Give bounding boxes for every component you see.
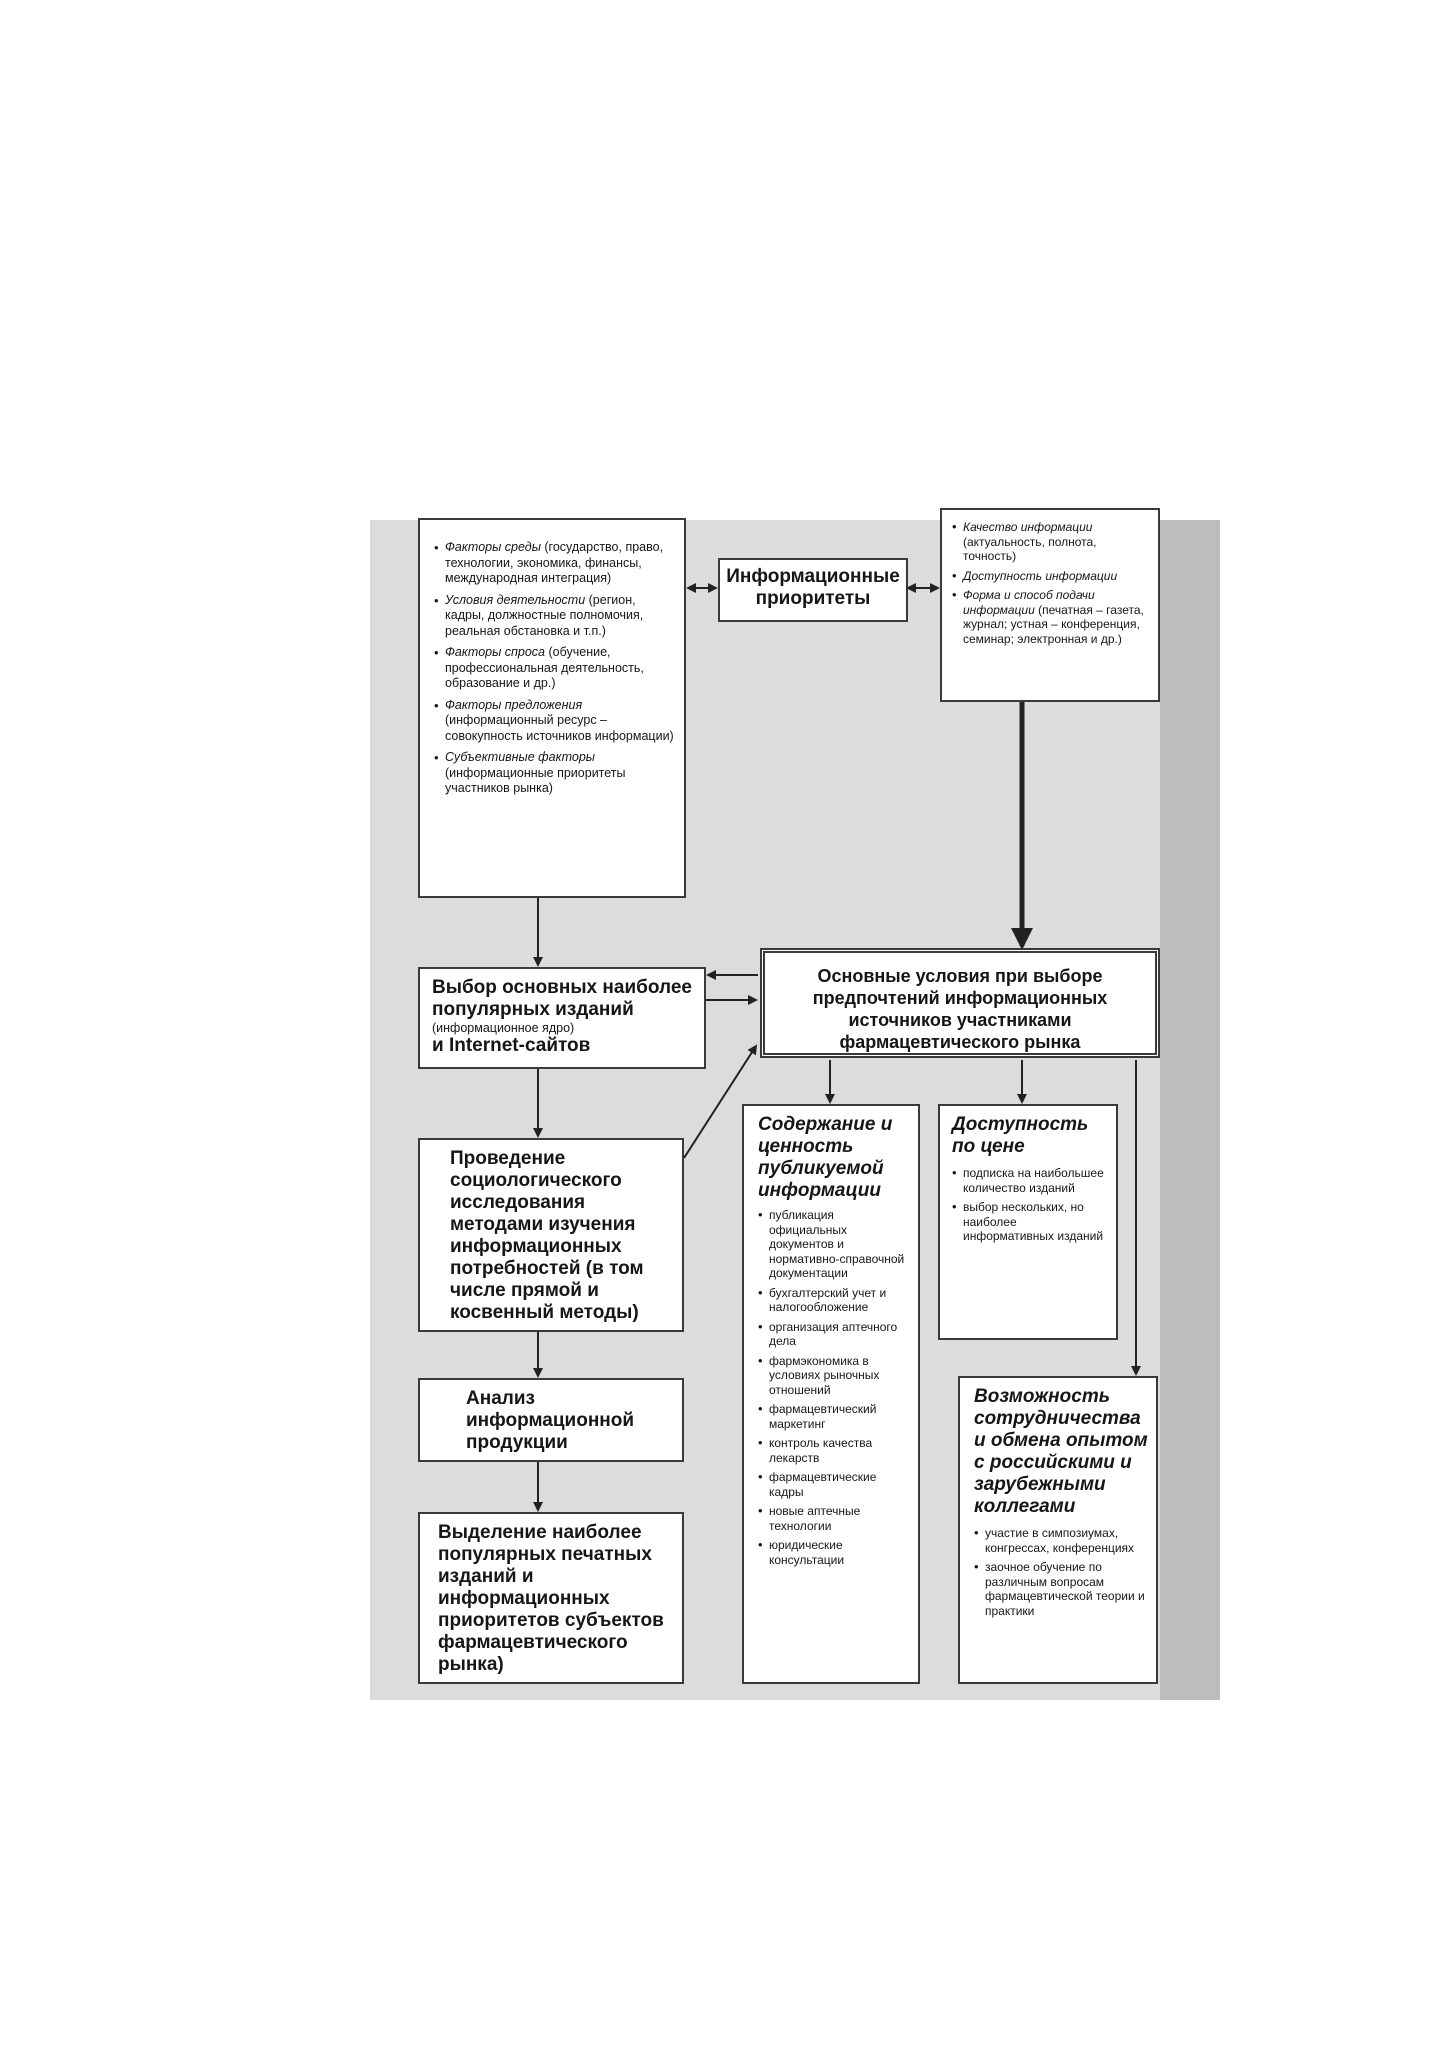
selection-title-line2: и Internet-сайтов (432, 1035, 591, 1056)
item-label: Условия деятельности (445, 592, 586, 607)
item-label: Качество информации (963, 520, 1093, 534)
list-item: • публикация официальных документов и нормативно-справочной документации (758, 1208, 912, 1281)
list-item: • фармацевтические кадры (758, 1470, 912, 1499)
cooperation-title: Возможность сотрудничества и обмена опытом с российскими и зарубежными коллегами (974, 1386, 1148, 1517)
main-conditions-title: Основные условия при выборе предпочтений информационных источников участниками фармацевтического рынка (812, 966, 1108, 1052)
item-label: Форма и способ подачи информации (963, 588, 1095, 617)
sociological-research-title: Проведение социологического исследования методами изучения информационных потребностей (в том числе прямой и косвенный методы) (450, 1148, 644, 1323)
list-item: • юридические консультации (758, 1538, 912, 1567)
item-detail: (государство, право, технологии, экономика, финансы, международная интеграция) (445, 540, 664, 585)
list-item: • подписка на наибольшее количество изданий (952, 1166, 1110, 1195)
item-label: Доступность информации (963, 568, 1118, 583)
list-item: • фармэкономика в условиях рыночных отношений (758, 1354, 912, 1398)
list-item: • фармацевтический маркетинг (758, 1402, 912, 1431)
item-label: Факторы предложения (445, 697, 583, 712)
item-detail: (информационные приоритеты участников рынка) (445, 765, 626, 795)
list-item: • выбор нескольких, но наиболее информативных изданий (952, 1200, 1110, 1244)
content-value-title: Содержание и ценность публикуемой информации (758, 1114, 893, 1201)
item-detail: (информационный ресурс – совокупность источников информации) (445, 713, 674, 743)
information-priorities-title: Информационные приоритеты (726, 566, 900, 609)
item-label: Факторы среды (445, 540, 541, 554)
list-item: • организация аптечного дела (758, 1320, 912, 1349)
list-item: • контроль качества лекарств (758, 1436, 912, 1465)
selection-note: (информационное ядро) (432, 1021, 575, 1035)
item-label: Факторы спроса (445, 645, 546, 659)
list-item: • заочное обучение по различным вопросам фармацевтической теории и практики (974, 1560, 1150, 1618)
item-detail: (актуальность, полнота, точность) (963, 534, 1097, 563)
list-item: • новые аптечные технологии (758, 1504, 912, 1533)
item-label: Субъективные факторы (445, 750, 595, 764)
list-item: • участие в симпозиумах, конгрессах, конференциях (974, 1526, 1150, 1555)
price-availability-title: Доступность по цене (952, 1114, 1089, 1157)
highlight-title: Выделение наиболее популярных печатных изданий и информационных приоритетов субъектов фармацевтического рынка) (438, 1522, 664, 1675)
selection-title-line1: Выбор основных наиболее популярных изданий (432, 977, 692, 1020)
arrow-research-to-conditions (684, 1046, 756, 1158)
item-detail: (печатная – газета, журнал; устная – конференция, семинар; электронная и др.) (963, 602, 1144, 646)
item-detail: (обучение, профессиональная деятельность, образование и др.) (445, 645, 644, 690)
list-item: • бухгалтерский учет и налогообложение (758, 1286, 912, 1315)
item-detail: (регион, кадры, должностные полномочия, реальная обстановка и т.п.) (445, 592, 644, 638)
analysis-title: Анализ информационной продукции (466, 1388, 635, 1453)
